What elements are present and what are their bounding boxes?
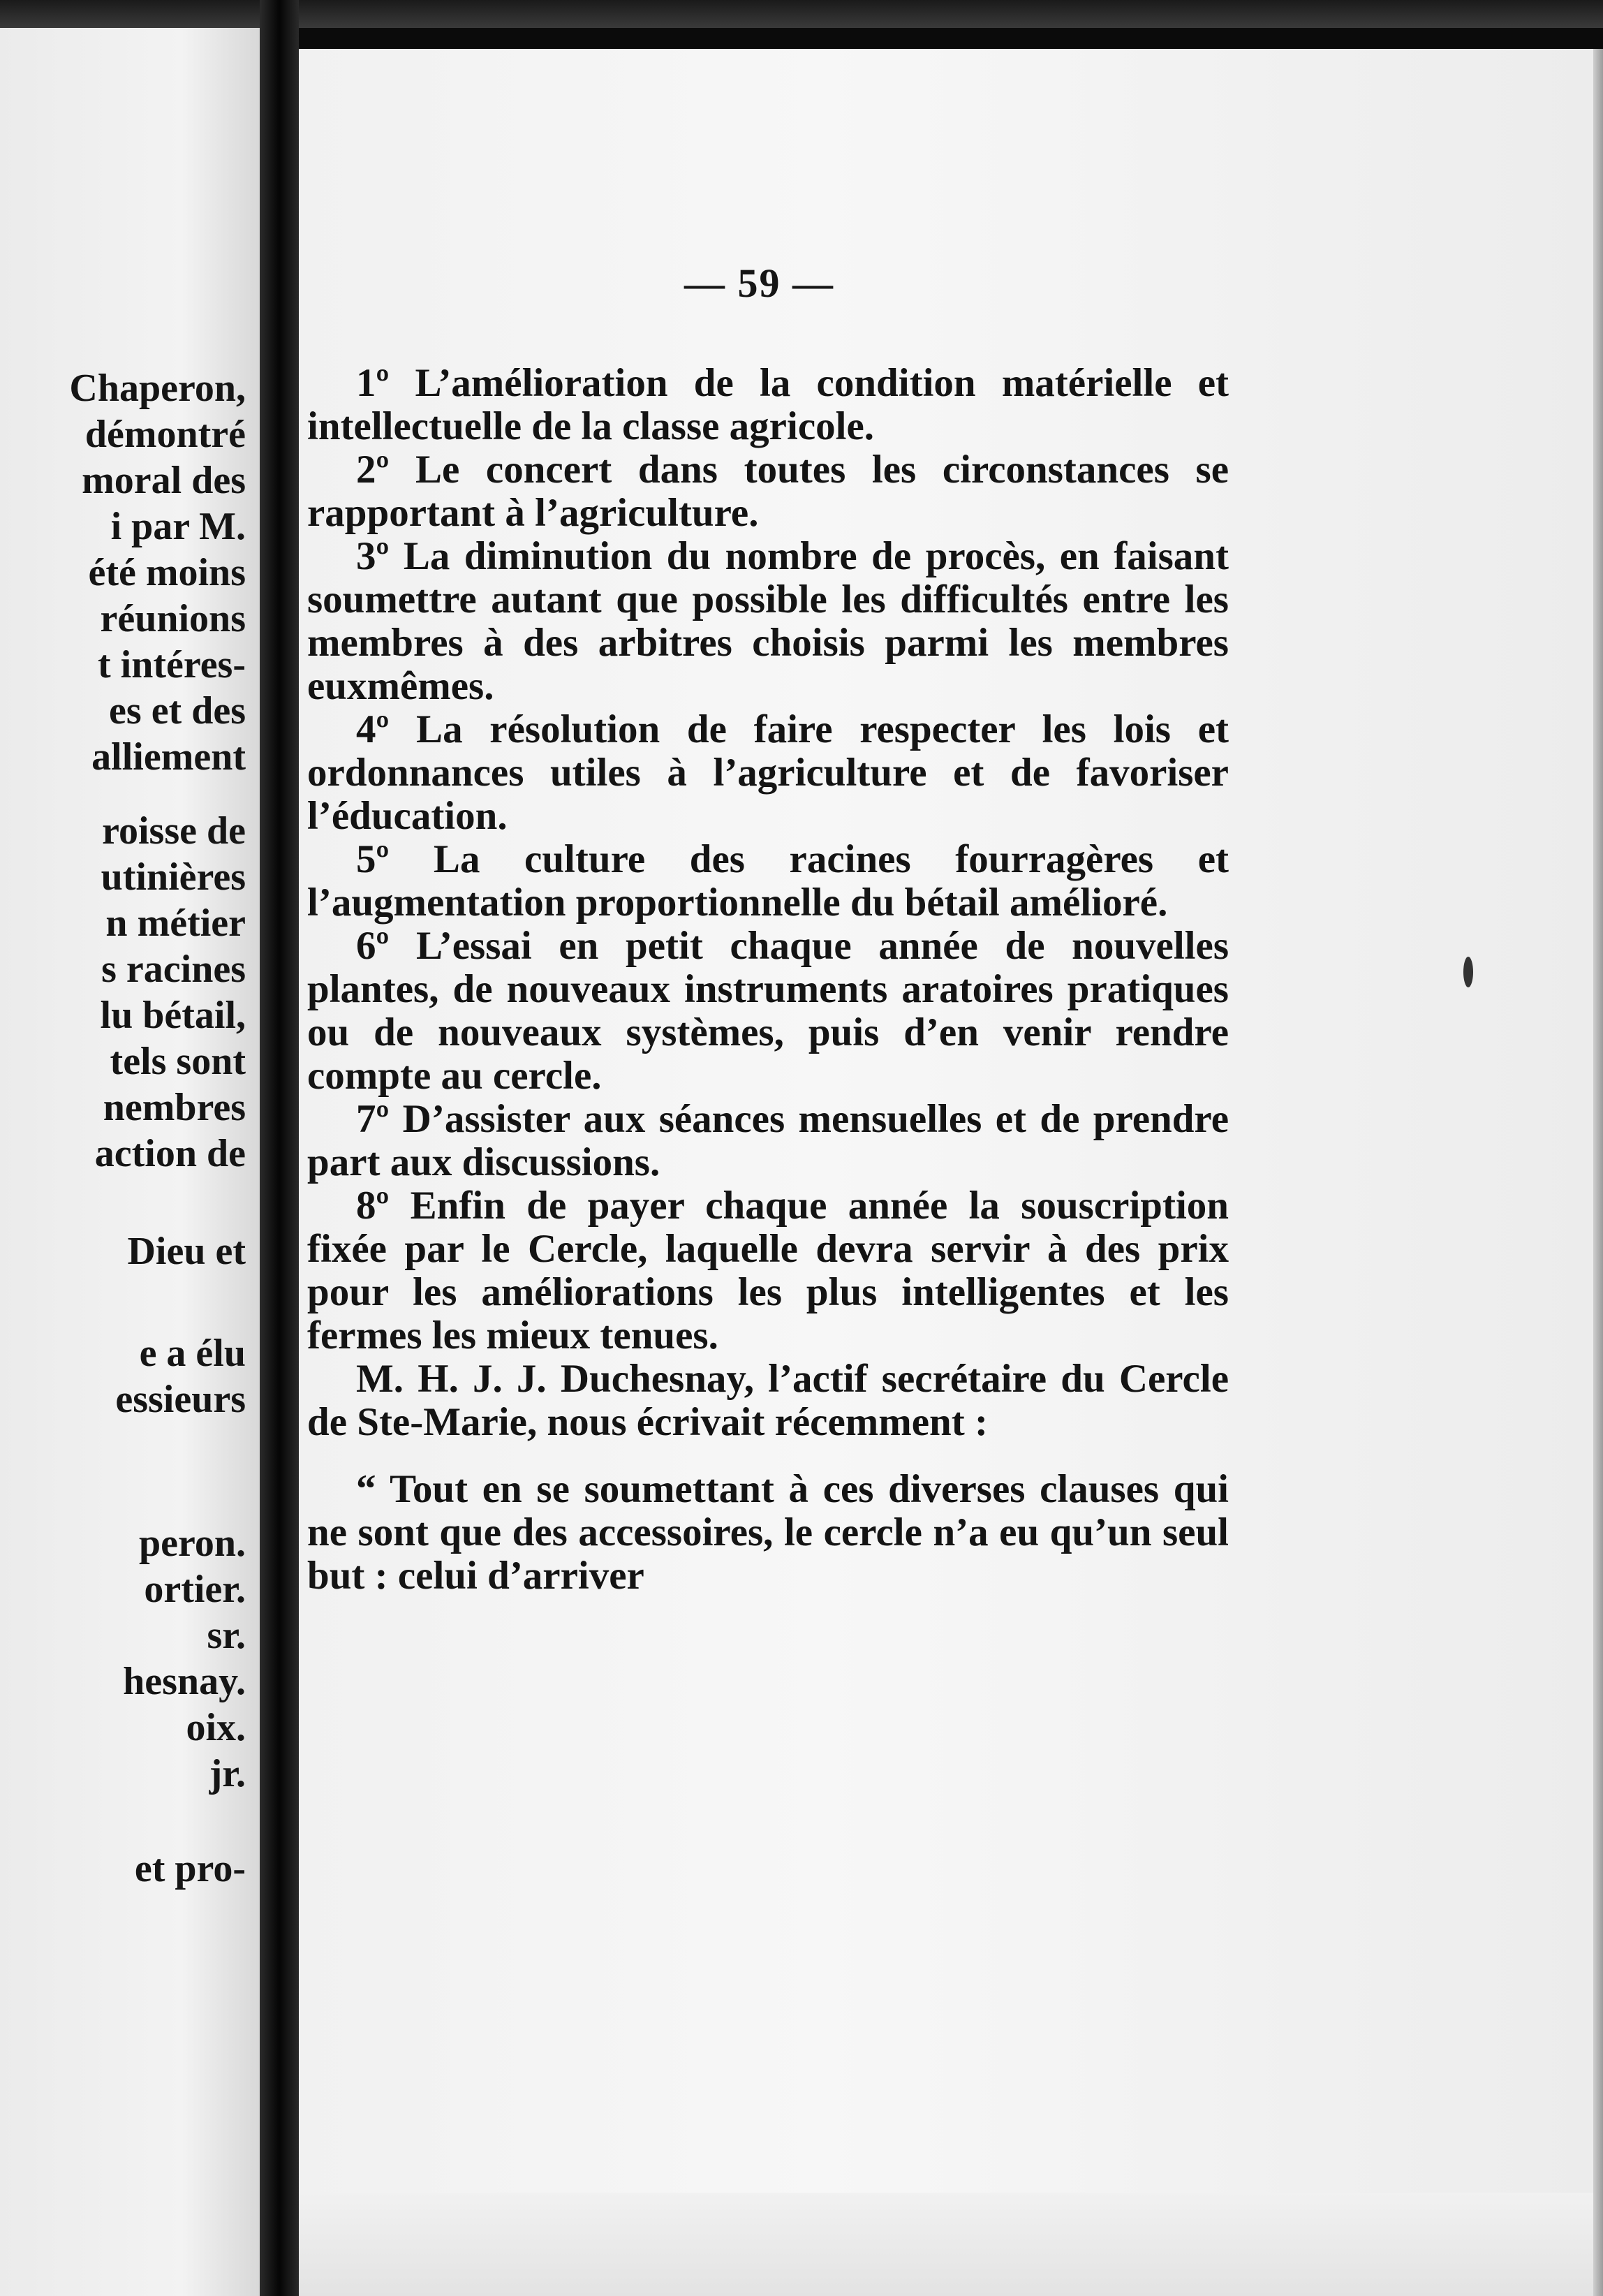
left-fragment: e a élu bbox=[139, 1332, 246, 1375]
left-fragment: roisse de bbox=[102, 809, 246, 853]
left-fragment: jr. bbox=[209, 1752, 246, 1795]
paragraph: 4º La résolution de faire respecter les lois et ordonnances utiles à l’agriculture et de favoriser l’éducation. bbox=[307, 707, 1229, 838]
left-fragment: ortier. bbox=[144, 1568, 246, 1611]
paragraph: 2º Le concert dans toutes les circonstances se rapportant à l’agriculture. bbox=[307, 448, 1229, 535]
page-bottom-margin bbox=[299, 2193, 1603, 2296]
left-fragment: peron. bbox=[139, 1522, 246, 1565]
left-fragment: alliement bbox=[91, 735, 246, 779]
left-fragment: et pro- bbox=[134, 1847, 246, 1890]
left-fragment: démontré bbox=[84, 413, 246, 456]
left-fragment: es et des bbox=[109, 689, 246, 733]
book-gutter bbox=[260, 0, 299, 2296]
paragraph: 6º L’essai en petit chaque année de nouvelles plantes, de nouveaux instruments aratoires pratiques ou de nouveaux systèmes, puis d’en venir rendre compte au cercle. bbox=[307, 924, 1229, 1098]
left-fragment: Chaperon, bbox=[69, 367, 246, 410]
left-facing-page bbox=[0, 28, 260, 2296]
left-fragment: tels sont bbox=[110, 1040, 246, 1083]
paragraph: 7º D’assister aux séances mensuelles et de prendre part aux discussions. bbox=[307, 1097, 1229, 1184]
paragraph: 8º Enfin de payer chaque année la souscription fixée par le Cercle, laquelle devra servir à des prix pour les améliorations les plus intelligentes et les fermes les mieux tenues. bbox=[307, 1184, 1229, 1357]
left-fragment: été moins bbox=[88, 551, 246, 594]
page-number: — 59 — bbox=[684, 260, 834, 306]
left-fragment: action de bbox=[94, 1132, 246, 1175]
left-fragment: essieurs bbox=[115, 1378, 246, 1421]
scan-top-edge bbox=[0, 0, 1603, 28]
left-fragment: i par M. bbox=[110, 505, 246, 548]
paragraph: 1º L’amélioration de la condition matérielle et intellectuelle de la classe agricole. bbox=[307, 361, 1229, 448]
ink-spot bbox=[1463, 957, 1473, 987]
left-fragment: hesnay. bbox=[123, 1660, 246, 1703]
left-fragment: utinières bbox=[101, 855, 246, 899]
paragraph: 5º La culture des racines fourragères et l’augmentation proportionnelle du bétail amélioré. bbox=[307, 837, 1229, 925]
left-fragment: lu bétail, bbox=[100, 994, 246, 1037]
page-right-edge bbox=[1593, 49, 1603, 2296]
left-fragment: Dieu et bbox=[127, 1230, 246, 1273]
page-body bbox=[307, 362, 1229, 1598]
left-fragment: n métier bbox=[105, 902, 246, 945]
left-fragment: t intéres- bbox=[98, 643, 246, 686]
left-fragment: nembres bbox=[103, 1086, 246, 1129]
left-fragment: réunions bbox=[100, 597, 246, 640]
quotation-paragraph: “ Tout en se soumettant à ces diverses clauses qui ne sont que des accessoires, le cercle n’a eu qu’un seul but : celui d’arriver bbox=[307, 1467, 1229, 1598]
paragraph: M. H. J. J. Duchesnay, l’actif secrétaire du Cercle de Ste-Marie, nous écrivait récemment : bbox=[307, 1357, 1229, 1444]
left-fragment: s racines bbox=[101, 948, 246, 991]
left-fragment: sr. bbox=[207, 1614, 246, 1657]
paragraph: 3º La diminution du nombre de procès, en faisant soumettre autant que possible les difficultés entre les membres à des arbitres choisis parmi les membres euxmêmes. bbox=[307, 534, 1229, 708]
left-fragment: moral des bbox=[82, 459, 246, 502]
left-fragment: oix. bbox=[186, 1706, 246, 1749]
